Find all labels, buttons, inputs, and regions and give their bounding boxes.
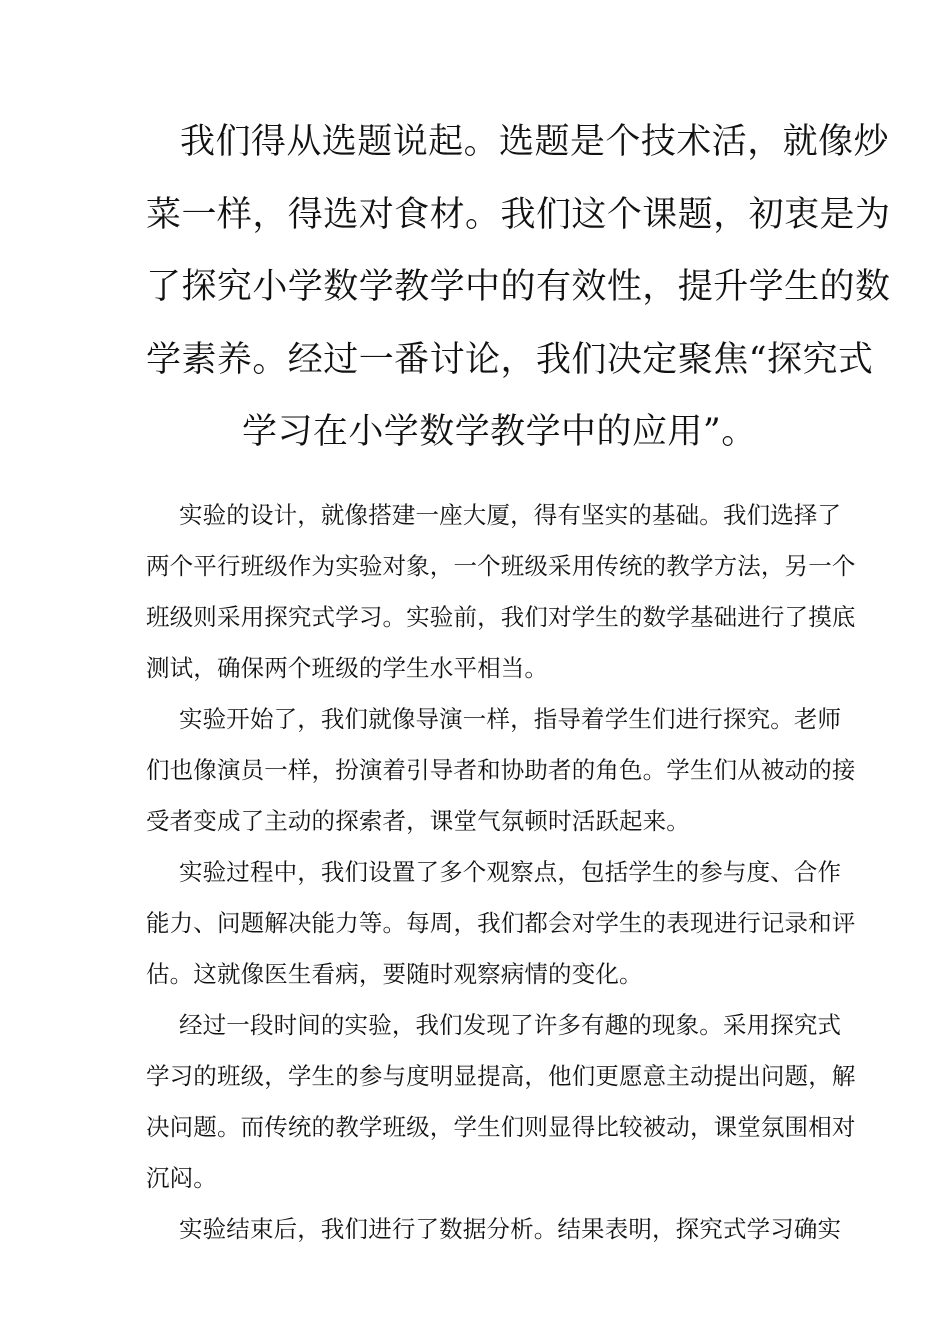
paragraph-line: 测试，确保两个班级的学生水平相当。 <box>146 654 549 682</box>
body-text <box>146 490 856 1255</box>
intro-line: 了探究小学数学教学中的有效性，提升学生的数 <box>146 267 891 307</box>
paragraph-line: 估。这就像医生看病，要随时观察病情的变化。 <box>146 960 643 988</box>
paragraph-observation <box>146 847 856 1000</box>
paragraph-line: 决问题。而传统的教学班级，学生们则显得比较被动，课堂氛围相对 <box>146 1113 856 1141</box>
paragraph-analysis <box>146 1204 842 1255</box>
paragraph-experiment-start <box>146 694 856 847</box>
paragraph-line: 实验过程中，我们设置了多个观察点，包括学生的参与度、合作 <box>179 858 842 886</box>
paragraph-line: 能力、问题解决能力等。每周，我们都会对学生的表现进行记录和评 <box>146 909 856 937</box>
intro-paragraph <box>146 106 891 469</box>
paragraph-line: 实验开始了，我们就像导演一样，指导着学生们进行探究。老师 <box>179 705 842 733</box>
paragraph-line: 实验的设计，就像搭建一座大厦，得有坚实的基础。我们选择了 <box>179 501 842 529</box>
intro-line: 我们得从选题说起。选题是个技术活，就像炒 <box>180 122 890 162</box>
paragraph-findings <box>146 1000 856 1204</box>
paragraph-line: 实验结束后，我们进行了数据分析。结果表明，探究式学习确实 <box>179 1215 842 1243</box>
intro-line: 学素养。经过一番讨论，我们决定聚焦“探究式 <box>146 339 874 380</box>
intro-line: 菜一样，得选对食材。我们这个课题，初衷是为 <box>146 194 891 235</box>
intro-line: 学习在小学数学教学中的应用”。 <box>242 412 757 452</box>
paragraph-line: 们也像演员一样，扮演着引导者和协助者的角色。学生们从被动的接 <box>146 756 856 784</box>
paragraph-experiment-design <box>146 490 856 694</box>
paragraph-line: 两个平行班级作为实验对象，一个班级采用传统的教学方法，另一个 <box>146 552 856 580</box>
paragraph-line: 班级则采用探究式学习。实验前，我们对学生的数学基础进行了摸底 <box>146 603 856 631</box>
paragraph-line: 经过一段时间的实验，我们发现了许多有趣的现象。采用探究式 <box>179 1011 842 1039</box>
paragraph-line: 学习的班级，学生的参与度明显提高，他们更愿意主动提出问题，解 <box>146 1062 856 1090</box>
paragraph-line: 沉闷。 <box>146 1164 217 1192</box>
paragraph-line: 受者变成了主动的探索者，课堂气氛顿时活跃起来。 <box>146 807 690 835</box>
